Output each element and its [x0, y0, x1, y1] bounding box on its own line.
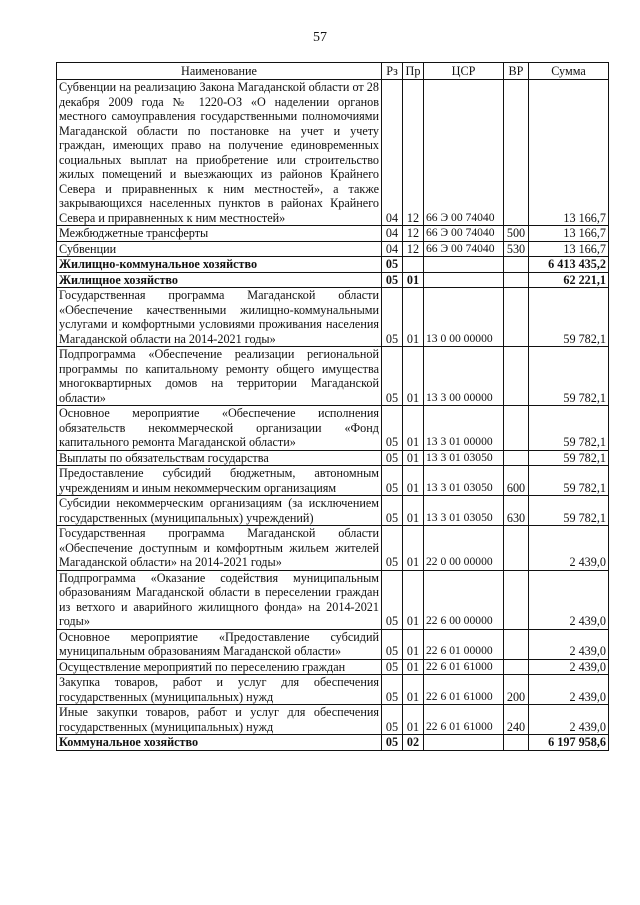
table-row-section	[57, 735, 609, 751]
header-pr: Пр	[403, 63, 424, 80]
row-pr: 01	[403, 675, 424, 705]
row-vr: 630	[504, 496, 529, 526]
row-name: Государственная программа Магаданской области «Обеспечение доступным и комфортным жильем жителей Магаданской области» на 2014-2021 годы»	[57, 526, 382, 571]
table-row	[57, 629, 609, 659]
row-csr: 66 Э 00 74040	[424, 80, 504, 226]
row-rz: 05	[382, 496, 403, 526]
row-sum: 2 439,0	[529, 675, 609, 705]
row-csr: 13 3 01 03050	[424, 450, 504, 466]
row-rz: 04	[382, 241, 403, 257]
row-pr: 01	[403, 526, 424, 571]
table-row	[57, 659, 609, 675]
row-pr: 12	[403, 241, 424, 257]
row-rz: 05	[382, 288, 403, 347]
row-pr: 01	[403, 570, 424, 629]
row-name: Предоставление субсидий бюджетным, автономным учреждениям и иным некоммерческим организациям	[57, 466, 382, 496]
row-rz: 05	[382, 629, 403, 659]
row-csr: 22 6 01 61000	[424, 659, 504, 675]
row-csr: 66 Э 00 74040	[424, 226, 504, 242]
row-name: Субвенции	[57, 241, 382, 257]
row-sum: 62 221,1	[529, 272, 609, 288]
row-rz: 05	[382, 659, 403, 675]
row-rz: 05	[382, 705, 403, 735]
row-vr: 500	[504, 226, 529, 242]
row-name: Основное мероприятие «Обеспечение исполнения обязательств некоммерческой организации «Фонд капитального ремонта Магаданской области»	[57, 406, 382, 451]
row-vr	[504, 570, 529, 629]
header-vr: ВР	[504, 63, 529, 80]
table-row	[57, 241, 609, 257]
row-vr	[504, 347, 529, 406]
table-row	[57, 496, 609, 526]
row-vr	[504, 272, 529, 288]
row-name: Субсидии некоммерческим организациям (за исключением государственных (муниципальных) учреждений)	[57, 496, 382, 526]
row-rz: 05	[382, 570, 403, 629]
header-sum: Сумма	[529, 63, 609, 80]
row-vr	[504, 526, 529, 571]
row-csr	[424, 272, 504, 288]
row-rz: 05	[382, 466, 403, 496]
row-pr: 01	[403, 272, 424, 288]
row-name: Жилищно-коммунальное хозяйство	[57, 257, 382, 273]
row-name: Государственная программа Магаданской области «Обеспечение качественными жилищно-коммунальными услугами и комфортными условиями проживания населения Магаданской области на 2014-2021 годы»	[57, 288, 382, 347]
row-pr: 01	[403, 450, 424, 466]
row-name: Жилищное хозяйство	[57, 272, 382, 288]
row-sum: 59 782,1	[529, 496, 609, 526]
row-sum: 2 439,0	[529, 629, 609, 659]
row-sum: 2 439,0	[529, 659, 609, 675]
row-name: Подпрограмма «Обеспечение реализации региональной программы по капитальному ремонту общего имущества многоквартирных домов на территории Магаданской области»	[57, 347, 382, 406]
row-vr	[504, 629, 529, 659]
row-vr: 240	[504, 705, 529, 735]
row-pr: 12	[403, 80, 424, 226]
row-sum: 13 166,7	[529, 80, 609, 226]
row-vr: 200	[504, 675, 529, 705]
row-vr	[504, 450, 529, 466]
row-sum: 6 197 958,6	[529, 735, 609, 751]
row-pr: 12	[403, 226, 424, 242]
row-rz: 05	[382, 675, 403, 705]
row-vr: 530	[504, 241, 529, 257]
row-pr: 01	[403, 406, 424, 451]
row-csr: 13 3 00 00000	[424, 347, 504, 406]
header-name: Наименование	[57, 63, 382, 80]
row-pr: 01	[403, 347, 424, 406]
row-csr: 13 0 00 00000	[424, 288, 504, 347]
row-sum: 2 439,0	[529, 526, 609, 571]
row-pr: 01	[403, 705, 424, 735]
row-rz: 05	[382, 450, 403, 466]
table-header-row	[57, 63, 609, 80]
row-csr	[424, 257, 504, 273]
row-csr: 66 Э 00 74040	[424, 241, 504, 257]
row-sum: 6 413 435,2	[529, 257, 609, 273]
row-sum: 59 782,1	[529, 450, 609, 466]
row-name: Межбюджетные трансферты	[57, 226, 382, 242]
row-sum: 59 782,1	[529, 288, 609, 347]
row-sum: 59 782,1	[529, 347, 609, 406]
row-csr: 22 6 01 61000	[424, 675, 504, 705]
table-row	[57, 705, 609, 735]
table-row	[57, 406, 609, 451]
row-name: Субвенции на реализацию Закона Магаданской области от 28 декабря 2009 года № 1220-ОЗ «О наделении органов местного самоуправления государственными полномочиями Магаданской области по постановке на учет и учету граждан, имеющих право на получение единовременных социальных выплат на приобретение или строительство жилых помещений и выезжающих из районов Крайнего Севера и приравненных к ним местностей», а также закрывающихся населенных пунктов в районах Крайнего Севера и приравненных к ним местностей»	[57, 80, 382, 226]
row-name: Подпрограмма «Оказание содействия муниципальным образованиям Магаданской области в переселении граждан из ветхого и аварийного жилищного фонда» на 2014-2021 годы»	[57, 570, 382, 629]
row-pr: 01	[403, 288, 424, 347]
row-vr: 600	[504, 466, 529, 496]
page-number: 57	[313, 30, 327, 45]
row-pr: 01	[403, 629, 424, 659]
row-csr: 13 3 01 03050	[424, 496, 504, 526]
row-rz: 05	[382, 406, 403, 451]
row-rz: 05	[382, 735, 403, 751]
row-pr: 01	[403, 466, 424, 496]
table-row	[57, 80, 609, 226]
row-vr	[504, 288, 529, 347]
table-row	[57, 526, 609, 571]
row-name: Осуществление мероприятий по переселению граждан	[57, 659, 382, 675]
table-row	[57, 226, 609, 242]
row-csr: 22 0 00 00000	[424, 526, 504, 571]
row-sum: 59 782,1	[529, 466, 609, 496]
row-pr: 01	[403, 659, 424, 675]
row-sum: 2 439,0	[529, 705, 609, 735]
row-name: Коммунальное хозяйство	[57, 735, 382, 751]
row-name: Закупка товаров, работ и услуг для обеспечения государственных (муниципальных) нужд	[57, 675, 382, 705]
row-csr	[424, 735, 504, 751]
table-row	[57, 450, 609, 466]
row-vr	[504, 80, 529, 226]
row-name: Иные закупки товаров, работ и услуг для обеспечения государственных (муниципальных) нужд	[57, 705, 382, 735]
row-rz: 05	[382, 272, 403, 288]
row-name: Выплаты по обязательствам государства	[57, 450, 382, 466]
row-pr: 02	[403, 735, 424, 751]
row-vr	[504, 406, 529, 451]
table-row	[57, 570, 609, 629]
row-rz: 05	[382, 257, 403, 273]
table-row-section	[57, 257, 609, 273]
row-pr	[403, 257, 424, 273]
row-rz: 04	[382, 226, 403, 242]
row-csr: 13 3 01 03050	[424, 466, 504, 496]
row-vr	[504, 735, 529, 751]
row-rz: 04	[382, 80, 403, 226]
table-row	[57, 347, 609, 406]
row-csr: 22 6 01 00000	[424, 629, 504, 659]
row-sum: 59 782,1	[529, 406, 609, 451]
row-csr: 22 6 00 00000	[424, 570, 504, 629]
row-csr: 22 6 01 61000	[424, 705, 504, 735]
table-row	[57, 466, 609, 496]
row-vr	[504, 257, 529, 273]
row-rz: 05	[382, 526, 403, 571]
header-csr: ЦСР	[424, 63, 504, 80]
table-row-section	[57, 272, 609, 288]
row-rz: 05	[382, 347, 403, 406]
budget-table	[56, 62, 609, 751]
row-sum: 2 439,0	[529, 570, 609, 629]
header-rz: Рз	[382, 63, 403, 80]
row-sum: 13 166,7	[529, 241, 609, 257]
table-row	[57, 288, 609, 347]
row-sum: 13 166,7	[529, 226, 609, 242]
row-csr: 13 3 01 00000	[424, 406, 504, 451]
row-pr: 01	[403, 496, 424, 526]
row-vr	[504, 659, 529, 675]
table-row	[57, 675, 609, 705]
row-name: Основное мероприятие «Предоставление субсидий муниципальным образованиям Магаданской области»	[57, 629, 382, 659]
